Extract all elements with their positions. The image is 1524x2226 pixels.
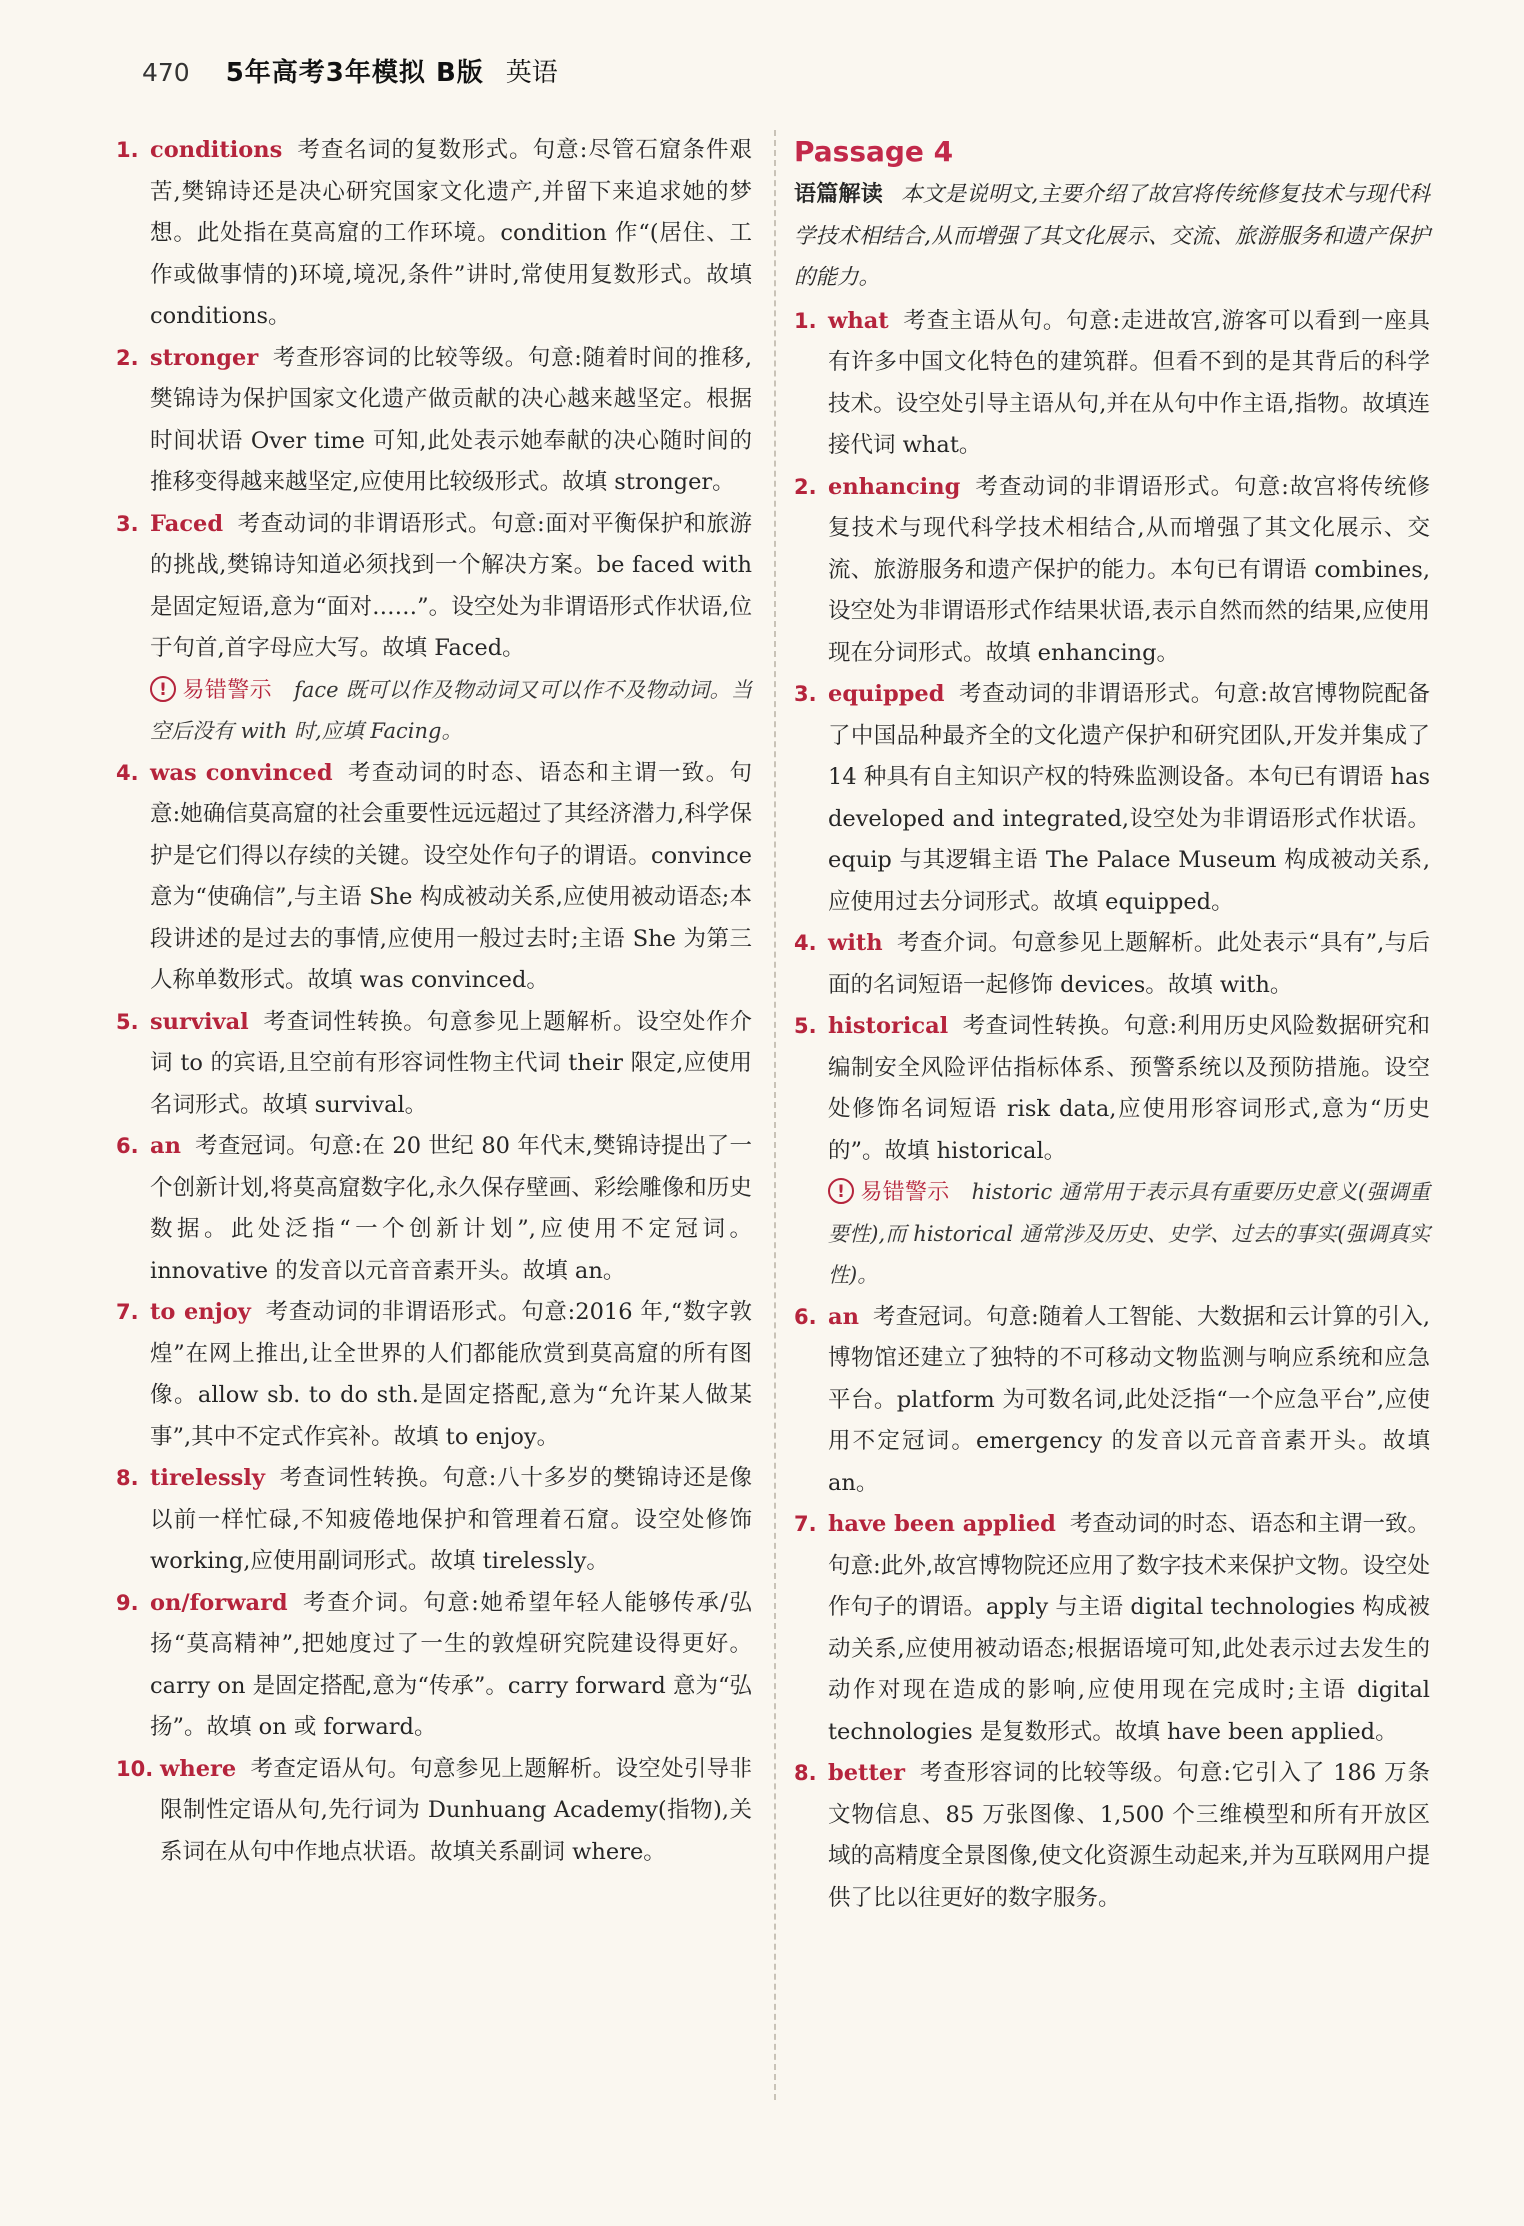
passage-title: Passage 4: [794, 135, 954, 168]
item-number: 8.: [794, 1761, 817, 1785]
book-subject: 英语: [505, 58, 558, 88]
answer-word: on/forward: [150, 1589, 288, 1616]
item-number: 6.: [794, 1304, 817, 1329]
item-number: 1.: [794, 308, 817, 333]
answer-item: [794, 923, 1430, 1006]
answer-item: [116, 1126, 752, 1292]
error-warning: [794, 1172, 1430, 1297]
warning-label: 易错警示: [860, 1180, 950, 1205]
explanation-text: 考查词性转换。句意参见上题解析。设空处作介词 to 的宾语,且空前有形容词性物主代词 their 限定,应使用名词形式。故填 survival。: [150, 1008, 752, 1118]
answer-word: tirelessly: [150, 1465, 265, 1491]
right-column: [794, 130, 1430, 1919]
answer-item: [794, 301, 1430, 467]
explanation-text: 考查动词的非谓语形式。句意:2016 年,“数字敦煌”在网上推出,让全世界的人们都能欣赏到莫高窟的所有图像。allow sb. to do sth.是固定搭配,意为“允许某人做某事”,其中不定式作宾补。故填 to enjoy。: [150, 1299, 752, 1450]
item-number: 8.: [116, 1466, 139, 1490]
explanation-text: 考查动词的非谓语形式。句意:面对平衡保护和旅游的挑战,樊锦诗知道必须找到一个解决方案。be faced with 是固定短语,意为“面对……”。设空处为非谓语形式作状语,位于句首,首字母应大写。故填 Faced。: [150, 510, 752, 661]
answer-item: [794, 1504, 1430, 1753]
answer-item: [116, 1292, 752, 1458]
item-number: 5.: [794, 1014, 817, 1038]
item-number: 5.: [116, 1009, 139, 1034]
item-number: 3.: [794, 682, 817, 706]
explanation-text: 考查词性转换。句意:八十多岁的樊锦诗还是像以前一样忙碌,不知疲倦地保护和管理着石窟。设空处修饰 working,应使用副词形式。故填 tirelessly。: [150, 1465, 752, 1574]
explanation-text: 考查动词的非谓语形式。句意:故宫博物院配备了中国品种最齐全的文化遗产保护和研究团队,开发并集成了 14 种具有自主知识产权的特殊监测设备。本句已有谓语 has developed and integrated,设空处为非谓语形式作状语。equip 与其逻辑主语 The Palace Museum 构成被动关系,应使用过去分词形式。故填 equipped。: [828, 681, 1430, 915]
warning-label: 易错警示: [182, 677, 273, 703]
left-column: [116, 130, 752, 1873]
warning-text: historic 通常用于表示具有重要历史意义(强调重要性),而 historical 通常涉及历史、史学、过去的事实(强调真实性)。: [828, 1180, 1430, 1287]
answer-word: survival: [150, 1008, 249, 1035]
explanation-text: 考查主语从句。句意:走进故宫,游客可以看到一座具有许多中国文化特色的建筑群。但看不到的是其背后的科学技术。设空处引导主语从句,并在从句中作主语,指物。故填连接代词 what。: [828, 307, 1430, 458]
explanation-text: 考查动词的时态、语态和主谓一致。句意:她确信莫高窟的社会重要性远远超过了其经济潜力,科学保护是它们得以存续的关键。设空处作句子的谓语。convince 意为“使确信”,与主语 She 构成被动关系,应使用被动语态;本段讲述的是过去的事情,应使用一般过去时;主语 She 为第三人称单数形式。故填 was convinced。: [150, 759, 752, 993]
explanation-text: 考查名词的复数形式。句意:尽管石窟条件艰苦,樊锦诗还是决心研究国家文化遗产,并留下来追求她的梦想。此处指在莫高窟的工作环境。condition 作“(居住、工作或做事情的)环境,境况,条件”讲时,常使用复数形式。故填 conditions。: [150, 137, 752, 329]
intro-text: 本文是说明文,主要介绍了故宫将传统修复技术与现代科学技术相结合,从而增强了其文化展示、交流、旅游服务和遗产保护的能力。: [794, 182, 1430, 290]
explanation-text: 考查介词。句意参见上题解析。此处表示“具有”,与后面的名词短语一起修饰 devices。故填 with。: [828, 930, 1430, 998]
answer-item: [116, 1458, 752, 1583]
answer-item: [794, 467, 1430, 675]
answer-word: to enjoy: [150, 1299, 251, 1325]
item-number: 2.: [116, 345, 139, 370]
answer-item: [116, 753, 752, 1002]
answer-item: [794, 674, 1430, 923]
answer-word: enhancing: [828, 473, 961, 500]
answer-item: [116, 1749, 752, 1874]
page-number: 470: [142, 58, 190, 87]
answer-item: [116, 1583, 752, 1749]
item-number: 9.: [116, 1590, 139, 1615]
answer-word: was convinced: [150, 759, 333, 786]
item-number: 6.: [116, 1134, 139, 1158]
item-number: 7.: [794, 1512, 817, 1536]
warning-icon: !: [828, 1178, 854, 1204]
explanation-text: 考查介词。句意:她希望年轻人能够传承/弘扬“莫高精神”,把她度过了一生的敦煌研究院建设得更好。carry on 是固定搭配,意为“传承”。carry forward 意为“弘扬”。故填 on 或 forward。: [150, 1589, 752, 1740]
page-header: [142, 52, 558, 89]
answer-word: have been applied: [828, 1511, 1056, 1537]
answer-item: [116, 1002, 752, 1127]
answer-word: equipped: [828, 681, 945, 707]
item-number: 3.: [116, 511, 139, 536]
answer-item: [794, 1753, 1430, 1919]
explanation-text: 考查冠词。句意:随着人工智能、大数据和云计算的引入,博物馆还建立了独特的不可移动文物监测与响应系统和应急平台。platform 为可数名词,此处泛指“一个应急平台”,应使用不定冠词。emergency 的发音以元音音素开头。故填 an。: [828, 1303, 1430, 1496]
item-number: 10.: [116, 1756, 154, 1781]
answer-word: where: [160, 1755, 237, 1782]
answer-item: [116, 504, 752, 670]
answer-word: an: [150, 1133, 181, 1159]
intro-label: 语篇解读: [794, 182, 884, 207]
explanation-text: 考查动词的非谓语形式。句意:故宫将传统修复技术与现代科学技术相结合,从而增强了其文化展示、交流、旅游服务和遗产保护的能力。本句已有谓语 combines,设空处为非谓语形式作结果状语,表示自然而然的结果,应使用现在分词形式。故填 enhancing。: [828, 473, 1430, 666]
explanation-text: 考查动词的时态、语态和主谓一致。句意:此外,故宫博物院还应用了数字技术来保护文物。设空处作句子的谓语。apply 与主语 digital technologies 构成被动关系,应使用被动语态;根据语境可知,此处表示过去发生的动作对现在造成的影响,应使用现在完成时;主语 digital technologies 是复数形式。故填 have been applied。: [828, 1511, 1430, 1745]
answer-word: better: [828, 1760, 906, 1786]
answer-word: what: [828, 307, 889, 334]
explanation-text: 考查词性转换。句意:利用历史风险数据研究和编制安全风险评估指标体系、预警系统以及预防措施。设空处修饰名词短语 risk data,应使用形容词形式,意为“历史的”。故填 historical。: [828, 1013, 1430, 1164]
explanation-text: 考查冠词。句意:在 20 世纪 80 年代末,樊锦诗提出了一个创新计划,将莫高窟数字化,永久保存壁画、彩绘雕像和历史数据。此处泛指“一个创新计划”,应使用不定冠词。innovative 的发音以元音音素开头。故填 an。: [150, 1133, 752, 1284]
answer-word: stronger: [150, 344, 259, 371]
item-number: 2.: [794, 474, 817, 499]
answer-word: Faced: [150, 510, 224, 537]
passage-intro: [794, 174, 1430, 299]
item-number: 4.: [116, 760, 139, 785]
answer-word: conditions: [150, 137, 283, 163]
answer-item: [116, 338, 752, 504]
item-number: 4.: [794, 931, 817, 955]
answer-item: [116, 130, 752, 338]
answer-item: [794, 1006, 1430, 1172]
explanation-text: 考查形容词的比较等级。句意:随着时间的推移,樊锦诗为保护国家文化遗产做贡献的决心越来越坚定。根据时间状语 Over time 可知,此处表示她奉献的决心随时间的推移变得越来越坚定,应使用比较级形式。故填 stronger。: [150, 344, 752, 495]
answer-item: [794, 1297, 1430, 1505]
book-title: 5年高考3年模拟 B版: [225, 58, 484, 88]
explanation-text: 考查定语从句。句意参见上题解析。设空处引导非限制性定语从句,先行词为 Dunhuang Academy(指物),关系词在从句中作地点状语。故填关系副词 where。: [160, 1755, 752, 1865]
error-warning: [116, 670, 752, 753]
item-number: 1.: [116, 138, 139, 162]
warning-icon: !: [150, 676, 176, 702]
answer-word: historical: [828, 1013, 949, 1039]
column-divider: [774, 130, 776, 2100]
answer-word: with: [828, 930, 883, 956]
answer-word: an: [828, 1303, 859, 1330]
warning-text: face 既可以作及物动词又可以作不及物动词。当空后没有 with 时,应填 Facing。: [150, 677, 752, 743]
explanation-text: 考查形容词的比较等级。句意:它引入了 186 万条文物信息、85 万张图像、1,500 个三维模型和所有开放区域的高精度全景图像,使文化资源生动起来,并为互联网用户提供了比以往更好的数字服务。: [828, 1760, 1430, 1911]
item-number: 7.: [116, 1300, 139, 1324]
